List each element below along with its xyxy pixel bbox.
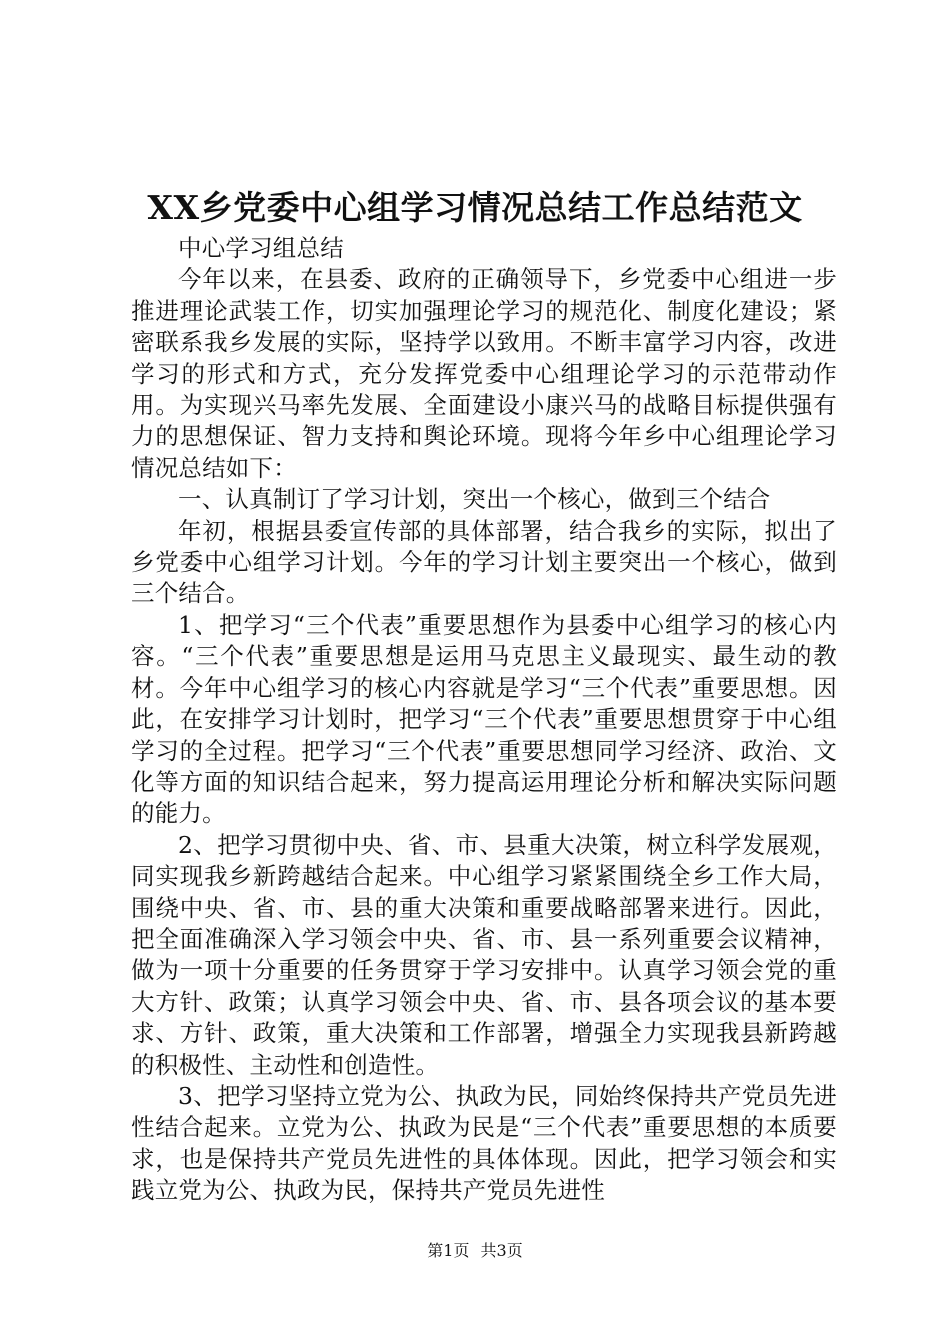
paragraph-plan: 年初，根据县委宣传部的具体部署，结合我乡的实际，拟出了乡党委中心组学习计划。今年的学习计划主要突出一个核心，做到三个结合。 xyxy=(131,516,837,608)
document-title: XX乡党委中心组学习情况总结工作总结范文 xyxy=(147,188,803,227)
section-heading-1: 一、认真制订了学习计划，突出一个核心，做到三个结合 xyxy=(178,485,771,514)
page-footer xyxy=(0,1240,950,1262)
document-body xyxy=(131,233,837,1207)
paragraph-subtitle: 中心学习组总结 xyxy=(178,234,344,262)
page-number: 第1页 xyxy=(427,1241,470,1260)
page-total: 共3页 xyxy=(480,1241,523,1260)
paragraph-item-3: 3、把学习坚持立党为公、执政为民，同始终保持共产党员先进性结合起来。立党为公、执政为民是“三个代表”重要思想的本质要求，也是保持共产党员先进性的具体体现。因此，把学习领会和实践立党为公、执政为民，保持共产党员先进性 xyxy=(131,1081,837,1205)
paragraph-intro: 今年以来，在县委、政府的正确领导下，乡党委中心组进一步推进理论武装工作，切实加强理论学习的规范化、制度化建设；紧密联系我乡发展的实际，坚持学以致用。不断丰富学习内容，改进学习的形式和方式，充分发挥党委中心组理论学习的示范带动作用。为实现兴马率先发展、全面建设小康兴马的战略目标提供强有力的思想保证、智力支持和舆论环境。现将今年乡中心组理论学习情况总结如下： xyxy=(131,265,837,482)
paragraph-item-2: 2、把学习贯彻中央、省、市、县重大决策，树立科学发展观，同实现我乡新跨越结合起来。中心组学习紧紧围绕全乡工作大局，围绕中央、省、市、县的重大决策和重要战略部署来进行。因此，把全面准确深入学习领会中央、省、市、县一系列重要会议精神，做为一项十分重要的任务贯穿于学习安排中。认真学习领会党的重大方针、政策；认真学习领会中央、省、市、县各项会议的基本要求、方针、政策，重大决策和工作部署，增强全力实现我县新跨越的积极性、主动性和创造性。 xyxy=(131,830,837,1079)
paragraph-item-1: 1、把学习“三个代表”重要思想作为县委中心组学习的核心内容。“三个代表”重要思想是运用马克思主义最现实、最生动的教材。今年中心组学习的核心内容就是学习“三个代表”重要思想。因此，在安排学习计划时，把学习“三个代表”重要思想贯穿于中心组学习的全过程。把学习“三个代表”重要思想同学习经济、政治、文化等方面的知识结合起来，努力提高运用理论分析和解决实际问题的能力。 xyxy=(131,610,837,828)
